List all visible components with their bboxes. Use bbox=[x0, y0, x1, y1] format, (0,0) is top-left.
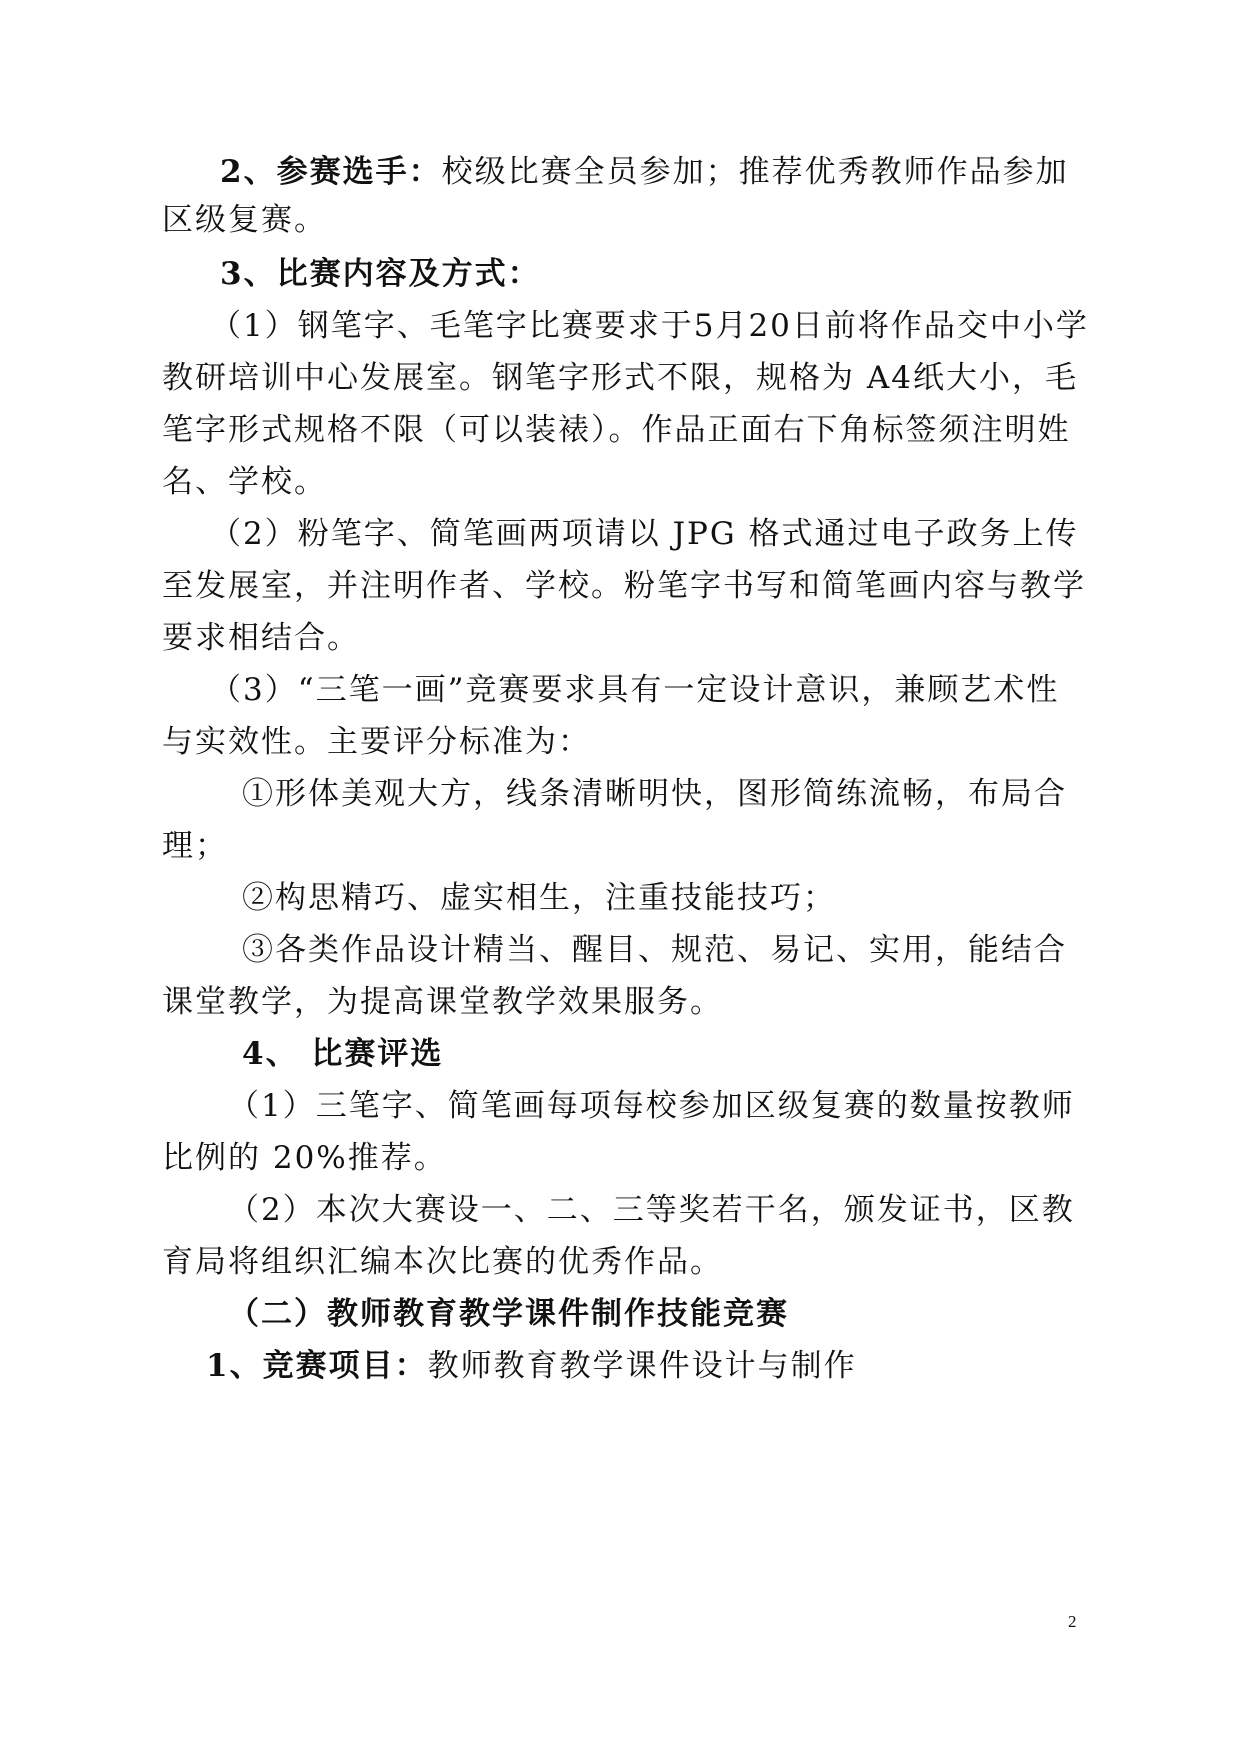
section-heading: 3、比赛内容及方式： bbox=[220, 256, 541, 292]
paragraph-line bbox=[162, 720, 1082, 764]
paragraph-line bbox=[162, 408, 1082, 452]
line-text: （2）本次大赛设一、二、三等奖若干名，颁发证书，区教 bbox=[228, 1192, 1075, 1228]
section-heading: 1、竞赛项目： bbox=[206, 1348, 428, 1384]
line-text: ③各类作品设计精当、醒目、规范、易记、实用，能结合 bbox=[242, 932, 1067, 968]
line-text: ②构思精巧、虚实相生，注重技能技巧； bbox=[242, 880, 836, 916]
section-heading: （二）教师教育教学课件制作技能竞赛 bbox=[228, 1296, 789, 1332]
section-heading: 2、参赛选手： bbox=[220, 154, 442, 190]
line-text: 教师教育教学课件设计与制作 bbox=[427, 1348, 857, 1384]
line-text: ①形体美观大方，线条清晰明快，图形简练流畅，布局合 bbox=[242, 776, 1067, 812]
paragraph-line bbox=[162, 772, 1162, 816]
paragraph-line bbox=[162, 198, 1082, 242]
line-text: （1）钢笔字、毛笔字比赛要求于5月20日前将作品交中小学 bbox=[210, 308, 1089, 344]
line-text: 与实效性。主要评分标准为： bbox=[162, 724, 591, 760]
paragraph-line bbox=[162, 980, 1082, 1024]
line-text: （3）“三笔一画”竞赛要求具有一定设计意识，兼顾艺术性 bbox=[210, 672, 1060, 708]
line-text: 校级比赛全员参加；推荐优秀教师作品参加 bbox=[441, 154, 1069, 190]
paragraph-line bbox=[162, 1292, 1148, 1336]
paragraph-line bbox=[162, 1188, 1148, 1232]
line-text: 要求相结合。 bbox=[162, 620, 360, 656]
paragraph-line bbox=[162, 1032, 1162, 1076]
line-text: 笔字形式规格不限（可以装裱）。作品正面右下角标签须注明姓 bbox=[162, 412, 1071, 448]
line-text: 课堂教学，为提高课堂教学效果服务。 bbox=[162, 984, 723, 1020]
paragraph-line bbox=[162, 824, 1082, 868]
line-text: 至发展室，并注明作者、学校。粉笔字书写和简笔画内容与教学 bbox=[162, 568, 1086, 604]
paragraph-line bbox=[162, 252, 1140, 296]
paragraph-line bbox=[162, 1136, 1082, 1180]
section-heading: 4、 比赛评选 bbox=[242, 1036, 444, 1072]
line-text: 教研培训中心发展室。钢笔字形式不限，规格为 A4纸大小，毛 bbox=[162, 360, 1078, 396]
line-text: （2）粉笔字、简笔画两项请以 JPG 格式通过电子政务上传 bbox=[210, 516, 1079, 552]
line-text: 名、学校。 bbox=[162, 464, 327, 500]
paragraph-line bbox=[162, 616, 1082, 660]
page-number: 2 bbox=[1068, 1612, 1077, 1631]
paragraph-line bbox=[162, 1344, 1126, 1388]
line-text: （1）三笔字、简笔画每项每校参加区级复赛的数量按教师 bbox=[228, 1088, 1075, 1124]
paragraph-line bbox=[162, 460, 1082, 504]
paragraph-line bbox=[162, 356, 1082, 400]
paragraph-line bbox=[162, 1084, 1148, 1128]
paragraph-line bbox=[162, 304, 1130, 348]
paragraph-line bbox=[162, 668, 1130, 712]
paragraph-line bbox=[162, 928, 1162, 972]
paragraph-line bbox=[162, 512, 1130, 556]
line-text: 理； bbox=[162, 828, 228, 864]
paragraph-line bbox=[162, 150, 1140, 194]
line-text: 育局将组织汇编本次比赛的优秀作品。 bbox=[162, 1244, 723, 1280]
paragraph-line bbox=[162, 564, 1086, 608]
line-text: 比例的 20%推荐。 bbox=[162, 1140, 447, 1176]
line-text: 区级复赛。 bbox=[162, 202, 327, 238]
paragraph-line bbox=[162, 876, 1162, 920]
paragraph-line bbox=[162, 1240, 1082, 1284]
